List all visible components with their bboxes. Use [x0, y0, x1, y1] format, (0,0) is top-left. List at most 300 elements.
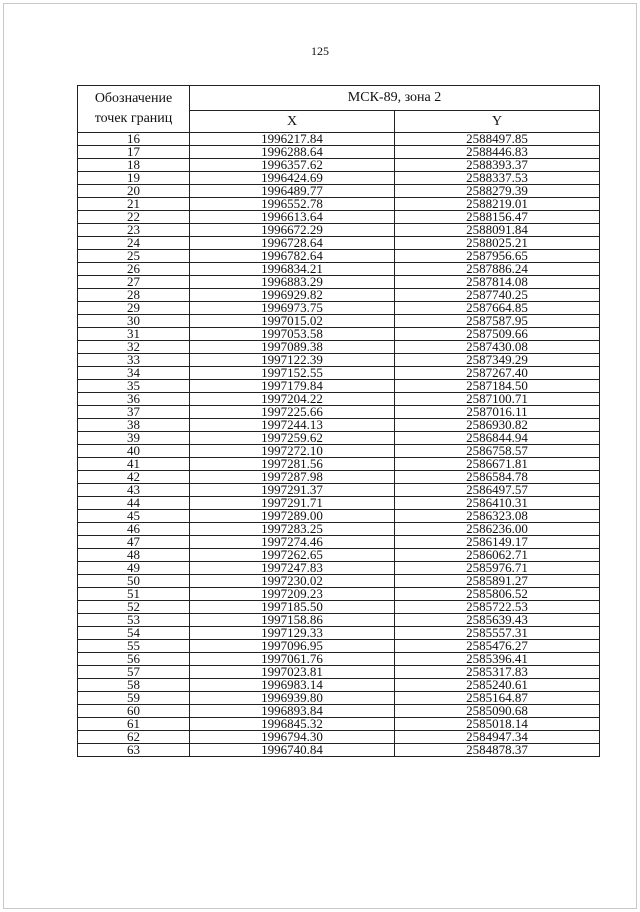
x-coordinate-value: 1996782.64 — [261, 249, 323, 263]
x-coordinate-value: 1997287.98 — [261, 470, 323, 484]
y-coordinate-value: 2586062.71 — [466, 548, 528, 562]
point-number-cell — [78, 523, 190, 536]
y-coordinate-cell — [395, 263, 600, 276]
x-coordinate-value: 1997122.39 — [261, 353, 323, 367]
table-row — [78, 731, 600, 744]
point-number-value: 54 — [127, 626, 140, 640]
x-coordinate-cell — [190, 380, 395, 393]
x-coordinate-cell — [190, 185, 395, 198]
y-coordinate-value: 2586410.31 — [466, 496, 528, 510]
point-number-cell — [78, 666, 190, 679]
y-coordinate-value: 2588091.84 — [466, 223, 528, 237]
point-number-value: 23 — [127, 223, 140, 237]
point-number-cell — [78, 549, 190, 562]
y-coordinate-cell — [395, 614, 600, 627]
point-number-value: 33 — [127, 353, 140, 367]
point-number-value: 26 — [127, 262, 140, 276]
x-coordinate-value: 1997023.81 — [261, 665, 323, 679]
y-coordinate-cell — [395, 419, 600, 432]
y-coordinate-value: 2585976.71 — [466, 561, 528, 575]
y-coordinate-cell — [395, 692, 600, 705]
x-coordinate-value: 1996613.64 — [261, 210, 323, 224]
x-coordinate-value: 1996728.64 — [261, 236, 323, 250]
y-coordinate-value: 2588337.53 — [466, 171, 528, 185]
x-coordinate-cell — [190, 250, 395, 263]
x-coordinate-cell — [190, 211, 395, 224]
point-number-value: 61 — [127, 717, 140, 731]
point-number-cell — [78, 354, 190, 367]
x-coordinate-value: 1997230.02 — [261, 574, 323, 588]
table-row — [78, 263, 600, 276]
y-coordinate-value: 2586149.17 — [466, 535, 528, 549]
point-number-cell — [78, 679, 190, 692]
x-coordinate-value: 1997089.38 — [261, 340, 323, 354]
x-coordinate-value: 1996552.78 — [261, 197, 323, 211]
table-body — [78, 133, 600, 757]
point-number-value: 60 — [127, 704, 140, 718]
coordinates-table — [77, 85, 600, 757]
x-coordinate-cell — [190, 536, 395, 549]
x-coordinate-cell — [190, 523, 395, 536]
x-coordinate-cell — [190, 640, 395, 653]
table-row — [78, 341, 600, 354]
table-row — [78, 302, 600, 315]
y-coordinate-cell — [395, 640, 600, 653]
x-coordinate-cell — [190, 198, 395, 211]
table-row — [78, 588, 600, 601]
point-header-line-1: Обозначение — [94, 91, 173, 106]
point-number-value: 16 — [127, 132, 140, 146]
x-coordinate-cell — [190, 406, 395, 419]
y-coordinate-cell — [395, 575, 600, 588]
point-number-value: 46 — [127, 522, 140, 536]
point-number-cell — [78, 185, 190, 198]
x-coordinate-cell — [190, 276, 395, 289]
x-coordinate-cell — [190, 172, 395, 185]
point-number-value: 35 — [127, 379, 140, 393]
table-row — [78, 393, 600, 406]
y-coordinate-cell — [395, 237, 600, 250]
y-coordinate-cell — [395, 445, 600, 458]
y-coordinate-value: 2587100.71 — [466, 392, 528, 406]
point-number-cell — [78, 198, 190, 211]
point-number-value: 18 — [127, 158, 140, 172]
point-number-value: 25 — [127, 249, 140, 263]
point-number-value: 17 — [127, 145, 140, 159]
y-coordinate-value: 2588497.85 — [466, 132, 528, 146]
point-number-value: 45 — [127, 509, 140, 523]
x-coordinate-cell — [190, 627, 395, 640]
point-designation-header — [78, 86, 190, 133]
table-row — [78, 328, 600, 341]
y-coordinate-cell — [395, 549, 600, 562]
table-row — [78, 146, 600, 159]
point-number-value: 32 — [127, 340, 140, 354]
y-coordinate-cell — [395, 341, 600, 354]
x-coordinate-value: 1996672.29 — [261, 223, 323, 237]
point-number-value: 49 — [127, 561, 140, 575]
point-number-value: 47 — [127, 535, 140, 549]
y-coordinate-cell — [395, 484, 600, 497]
y-coordinate-value: 2588219.01 — [466, 197, 528, 211]
x-coordinate-cell — [190, 601, 395, 614]
x-coordinate-value: 1997129.33 — [261, 626, 323, 640]
y-coordinate-cell — [395, 367, 600, 380]
table-row — [78, 354, 600, 367]
point-number-value: 52 — [127, 600, 140, 614]
point-number-cell — [78, 133, 190, 146]
point-number-cell — [78, 432, 190, 445]
x-coordinate-value: 1997291.37 — [261, 483, 323, 497]
y-coordinate-value: 2586758.57 — [466, 444, 528, 458]
y-coordinate-cell — [395, 679, 600, 692]
table-row — [78, 445, 600, 458]
y-coordinate-cell — [395, 393, 600, 406]
point-number-value: 30 — [127, 314, 140, 328]
point-number-value: 37 — [127, 405, 140, 419]
y-coordinate-value: 2587740.25 — [466, 288, 528, 302]
x-coordinate-value: 1996357.62 — [261, 158, 323, 172]
x-coordinate-value: 1996893.84 — [261, 704, 323, 718]
y-coordinate-cell — [395, 601, 600, 614]
point-number-value: 56 — [127, 652, 140, 666]
y-coordinate-value: 2587956.65 — [466, 249, 528, 263]
x-coordinate-value: 1997274.46 — [261, 535, 323, 549]
x-coordinate-value: 1997291.71 — [261, 496, 323, 510]
table-row — [78, 224, 600, 237]
table-row — [78, 250, 600, 263]
table-row — [78, 276, 600, 289]
point-number-cell — [78, 328, 190, 341]
table-row — [78, 523, 600, 536]
y-coordinate-cell — [395, 731, 600, 744]
x-coordinate-cell — [190, 510, 395, 523]
point-number-cell — [78, 289, 190, 302]
x-coordinate-cell — [190, 445, 395, 458]
table-row — [78, 497, 600, 510]
table-row — [78, 289, 600, 302]
y-coordinate-value: 2587016.11 — [466, 405, 528, 419]
y-coordinate-cell — [395, 432, 600, 445]
point-header-line-2: точек границ — [94, 111, 173, 126]
y-coordinate-cell — [395, 471, 600, 484]
y-coordinate-cell — [395, 276, 600, 289]
point-number-value: 19 — [127, 171, 140, 185]
point-number-cell — [78, 536, 190, 549]
y-coordinate-value: 2586671.81 — [466, 457, 528, 471]
point-number-value: 34 — [127, 366, 140, 380]
y-coordinate-value: 2587664.85 — [466, 301, 528, 315]
y-coordinate-value: 2584878.37 — [466, 743, 528, 757]
y-coordinate-value: 2588025.21 — [466, 236, 528, 250]
x-coordinate-cell — [190, 562, 395, 575]
coordinate-system-header: МСК-89, зона 2 — [190, 86, 600, 111]
point-number-cell — [78, 718, 190, 731]
y-coordinate-cell — [395, 250, 600, 263]
x-coordinate-cell — [190, 614, 395, 627]
table-row — [78, 185, 600, 198]
point-number-cell — [78, 588, 190, 601]
y-coordinate-value: 2588446.83 — [466, 145, 528, 159]
x-coordinate-cell — [190, 497, 395, 510]
point-number-cell — [78, 172, 190, 185]
x-coordinate-value: 1997152.55 — [261, 366, 323, 380]
point-number-cell — [78, 367, 190, 380]
x-coordinate-value: 1997204.22 — [261, 392, 323, 406]
table-row — [78, 510, 600, 523]
x-coordinate-cell — [190, 458, 395, 471]
y-coordinate-cell — [395, 406, 600, 419]
table-row — [78, 562, 600, 575]
x-coordinate-cell — [190, 484, 395, 497]
point-number-value: 63 — [127, 743, 140, 757]
y-coordinate-cell — [395, 198, 600, 211]
x-coordinate-cell — [190, 146, 395, 159]
y-coordinate-value: 2587430.08 — [466, 340, 528, 354]
point-number-cell — [78, 263, 190, 276]
point-number-value: 31 — [127, 327, 140, 341]
y-coordinate-value: 2587267.40 — [466, 366, 528, 380]
table-row — [78, 432, 600, 445]
table-row — [78, 367, 600, 380]
x-coordinate-value: 1996939.80 — [261, 691, 323, 705]
table-row — [78, 627, 600, 640]
y-coordinate-value: 2586497.57 — [466, 483, 528, 497]
point-number-value: 62 — [127, 730, 140, 744]
x-coordinate-value: 1997179.84 — [261, 379, 323, 393]
x-coordinate-cell — [190, 159, 395, 172]
point-number-value: 21 — [127, 197, 140, 211]
y-coordinate-value: 2586584.78 — [466, 470, 528, 484]
point-number-cell — [78, 445, 190, 458]
point-number-value: 28 — [127, 288, 140, 302]
x-coordinate-cell — [190, 133, 395, 146]
y-coordinate-value: 2586236.00 — [466, 522, 528, 536]
table-row — [78, 419, 600, 432]
point-number-cell — [78, 562, 190, 575]
x-coordinate-cell — [190, 718, 395, 731]
table-row — [78, 666, 600, 679]
x-coordinate-value: 1996883.29 — [261, 275, 323, 289]
x-coordinate-cell — [190, 549, 395, 562]
point-number-cell — [78, 705, 190, 718]
point-number-cell — [78, 510, 190, 523]
point-number-value: 58 — [127, 678, 140, 692]
x-coordinate-cell — [190, 679, 395, 692]
y-coordinate-cell — [395, 523, 600, 536]
x-coordinate-cell — [190, 263, 395, 276]
y-coordinate-cell — [395, 133, 600, 146]
point-number-value: 50 — [127, 574, 140, 588]
y-coordinate-cell — [395, 497, 600, 510]
y-coordinate-value: 2585722.53 — [466, 600, 528, 614]
y-coordinate-cell — [395, 588, 600, 601]
x-coordinate-value: 1997015.02 — [261, 314, 323, 328]
point-number-value: 39 — [127, 431, 140, 445]
y-coordinate-cell — [395, 536, 600, 549]
y-coordinate-cell — [395, 185, 600, 198]
y-coordinate-cell — [395, 224, 600, 237]
y-coordinate-value: 2587509.66 — [466, 327, 528, 341]
table-row — [78, 458, 600, 471]
point-number-value: 48 — [127, 548, 140, 562]
table-row — [78, 653, 600, 666]
table-row — [78, 718, 600, 731]
point-number-value: 29 — [127, 301, 140, 315]
y-coordinate-value: 2585476.27 — [466, 639, 528, 653]
y-coordinate-value: 2585557.31 — [466, 626, 528, 640]
y-coordinate-value: 2587886.24 — [466, 262, 528, 276]
y-coordinate-value: 2586323.08 — [466, 509, 528, 523]
y-coordinate-cell — [395, 172, 600, 185]
x-coordinate-value: 1997158.86 — [261, 613, 323, 627]
y-coordinate-cell — [395, 380, 600, 393]
x-coordinate-cell — [190, 237, 395, 250]
x-coordinate-value: 1997247.83 — [261, 561, 323, 575]
x-coordinate-value: 1997283.25 — [261, 522, 323, 536]
x-coordinate-value: 1996834.21 — [261, 262, 323, 276]
table-row — [78, 549, 600, 562]
y-coordinate-cell — [395, 627, 600, 640]
point-number-value: 38 — [127, 418, 140, 432]
y-coordinate-cell — [395, 146, 600, 159]
x-coordinate-value: 1996929.82 — [261, 288, 323, 302]
y-column-header: Y — [395, 111, 600, 133]
table-row — [78, 211, 600, 224]
point-number-cell — [78, 614, 190, 627]
point-number-value: 53 — [127, 613, 140, 627]
point-number-cell — [78, 406, 190, 419]
table-row — [78, 575, 600, 588]
point-number-cell — [78, 276, 190, 289]
y-coordinate-cell — [395, 159, 600, 172]
x-coordinate-cell — [190, 575, 395, 588]
y-coordinate-cell — [395, 666, 600, 679]
x-coordinate-value: 1997209.23 — [261, 587, 323, 601]
x-coordinate-value: 1996740.84 — [261, 743, 323, 757]
point-number-value: 24 — [127, 236, 140, 250]
x-coordinate-value: 1996983.14 — [261, 678, 323, 692]
y-coordinate-value: 2588156.47 — [466, 210, 528, 224]
point-number-cell — [78, 315, 190, 328]
x-coordinate-value: 1997244.13 — [261, 418, 323, 432]
table-row — [78, 172, 600, 185]
point-number-value: 44 — [127, 496, 140, 510]
point-number-cell — [78, 601, 190, 614]
x-coordinate-cell — [190, 432, 395, 445]
table-row — [78, 705, 600, 718]
point-number-cell — [78, 250, 190, 263]
table-row — [78, 159, 600, 172]
point-number-cell — [78, 146, 190, 159]
point-number-cell — [78, 302, 190, 315]
point-number-cell — [78, 627, 190, 640]
y-coordinate-cell — [395, 328, 600, 341]
point-number-cell — [78, 341, 190, 354]
y-coordinate-value: 2587814.08 — [466, 275, 528, 289]
y-coordinate-value: 2585240.61 — [466, 678, 528, 692]
x-coordinate-cell — [190, 588, 395, 601]
point-number-cell — [78, 640, 190, 653]
point-number-cell — [78, 224, 190, 237]
point-number-value: 20 — [127, 184, 140, 198]
table-row — [78, 133, 600, 146]
x-coordinate-cell — [190, 354, 395, 367]
point-number-value: 55 — [127, 639, 140, 653]
x-coordinate-cell — [190, 653, 395, 666]
y-coordinate-value: 2585639.43 — [466, 613, 528, 627]
x-coordinate-value: 1996424.69 — [261, 171, 323, 185]
point-number-cell — [78, 744, 190, 757]
x-coordinate-value: 1997185.50 — [261, 600, 323, 614]
point-number-cell — [78, 211, 190, 224]
table-row — [78, 380, 600, 393]
y-coordinate-cell — [395, 315, 600, 328]
table-row — [78, 692, 600, 705]
x-coordinate-value: 1997061.76 — [261, 652, 323, 666]
y-coordinate-value: 2587184.50 — [466, 379, 528, 393]
point-number-cell — [78, 653, 190, 666]
point-number-value: 41 — [127, 457, 140, 471]
x-coordinate-cell — [190, 419, 395, 432]
x-coordinate-cell — [190, 224, 395, 237]
y-coordinate-value: 2585164.87 — [466, 691, 528, 705]
x-coordinate-value: 1997289.00 — [261, 509, 323, 523]
y-coordinate-value: 2585806.52 — [466, 587, 528, 601]
y-coordinate-value: 2585090.68 — [466, 704, 528, 718]
x-coordinate-value: 1996794.30 — [261, 730, 323, 744]
table-row — [78, 484, 600, 497]
x-coordinate-cell — [190, 289, 395, 302]
x-coordinate-cell — [190, 393, 395, 406]
x-coordinate-value: 1997225.66 — [261, 405, 323, 419]
x-coordinate-value: 1996845.32 — [261, 717, 323, 731]
point-number-cell — [78, 731, 190, 744]
table-row — [78, 536, 600, 549]
y-coordinate-value: 2586844.94 — [466, 431, 528, 445]
point-number-value: 22 — [127, 210, 140, 224]
point-number-cell — [78, 380, 190, 393]
table-row — [78, 679, 600, 692]
x-coordinate-cell — [190, 328, 395, 341]
x-coordinate-value: 1997272.10 — [261, 444, 323, 458]
y-coordinate-value: 2585891.27 — [466, 574, 528, 588]
table-row — [78, 471, 600, 484]
point-number-value: 51 — [127, 587, 140, 601]
y-coordinate-cell — [395, 562, 600, 575]
x-coordinate-cell — [190, 731, 395, 744]
x-column-header: X — [190, 111, 395, 133]
y-coordinate-value: 2587587.95 — [466, 314, 528, 328]
table-row — [78, 614, 600, 627]
x-coordinate-cell — [190, 341, 395, 354]
x-coordinate-value: 1997262.65 — [261, 548, 323, 562]
point-number-value: 36 — [127, 392, 140, 406]
y-coordinate-cell — [395, 653, 600, 666]
point-number-value: 42 — [127, 470, 140, 484]
x-coordinate-value: 1996288.64 — [261, 145, 323, 159]
x-coordinate-cell — [190, 744, 395, 757]
x-coordinate-cell — [190, 471, 395, 484]
x-coordinate-cell — [190, 705, 395, 718]
point-number-value: 27 — [127, 275, 140, 289]
y-coordinate-cell — [395, 744, 600, 757]
point-number-cell — [78, 575, 190, 588]
x-coordinate-value: 1997096.95 — [261, 639, 323, 653]
x-coordinate-value: 1997281.56 — [261, 457, 323, 471]
table-row — [78, 406, 600, 419]
y-coordinate-value: 2584947.34 — [466, 730, 528, 744]
